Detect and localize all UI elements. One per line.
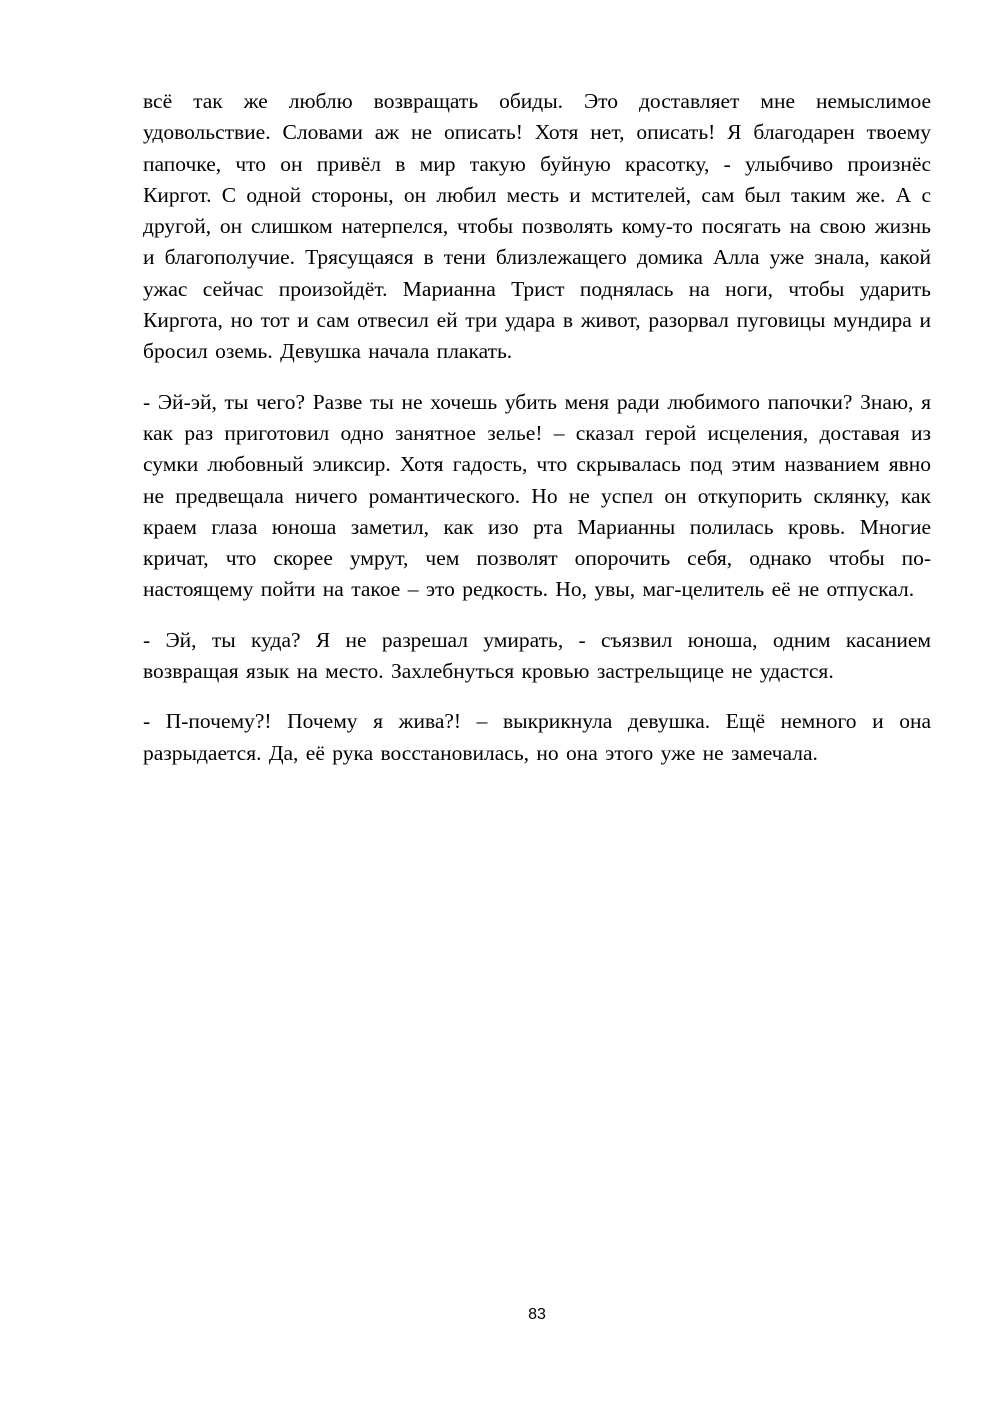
paragraph-3: - Эй, ты куда? Я не разрешал умирать, - съязвил юноша, одним касанием возвращая язык на место. Захлебнуться кровью застрельщице не удастся. <box>143 627 931 684</box>
text-block <box>143 86 931 788</box>
paragraph-1: всё так же люблю возвращать обиды. Это доставляет мне немыслимое удовольствие. Словами аж не описать! Хотя нет, описать! Я благодарен твоему папочке, что он привёл в мир такую буйную красотку, - улыбчиво произнёс Киргот. С одной стороны, он любил месть и мстителей, сам был таким же. А с другой, он слишком натерпелся, чтобы позволять кому-то посягать на свою жизнь и благополучие. Трясущаяся в тени близлежащего домика Алла уже знала, какой ужас сейчас произойдёт. Марианна Трист поднялась на ноги, чтобы ударить Киргота, но тот и сам отвесил ей три удара в живот, разорвал пуговицы мундира и бросил оземь. Девушка начала плакать. <box>143 89 931 364</box>
paragraph-2: - Эй-эй, ты чего? Разве ты не хочешь убить меня ради любимого папочки? Знаю, я как раз приготовил одно занятное зелье! – сказал герой исцеления, доставая из сумки любовный эликсир. Хотя гадость, что скрывалась под этим названием явно не предвещала ничего романтического. Но не успел он откупорить склянку, как краем глаза юноша заметил, как изо рта Марианны полилась кровь. Многие кричат, что скорее умрут, чем позволят опорочить себя, однако чтобы по-настоящему пойти на такое – это редкость. Но, увы, маг-целитель её не отпускал. <box>143 389 931 602</box>
paragraph-4: - П-почему?! Почему я жива?! – выкрикнула девушка. Ещё немного и она разрыдается. Да, её рука восстановилась, но она этого уже не замечала. <box>143 709 931 765</box>
page-number: 83 <box>528 1306 546 1323</box>
